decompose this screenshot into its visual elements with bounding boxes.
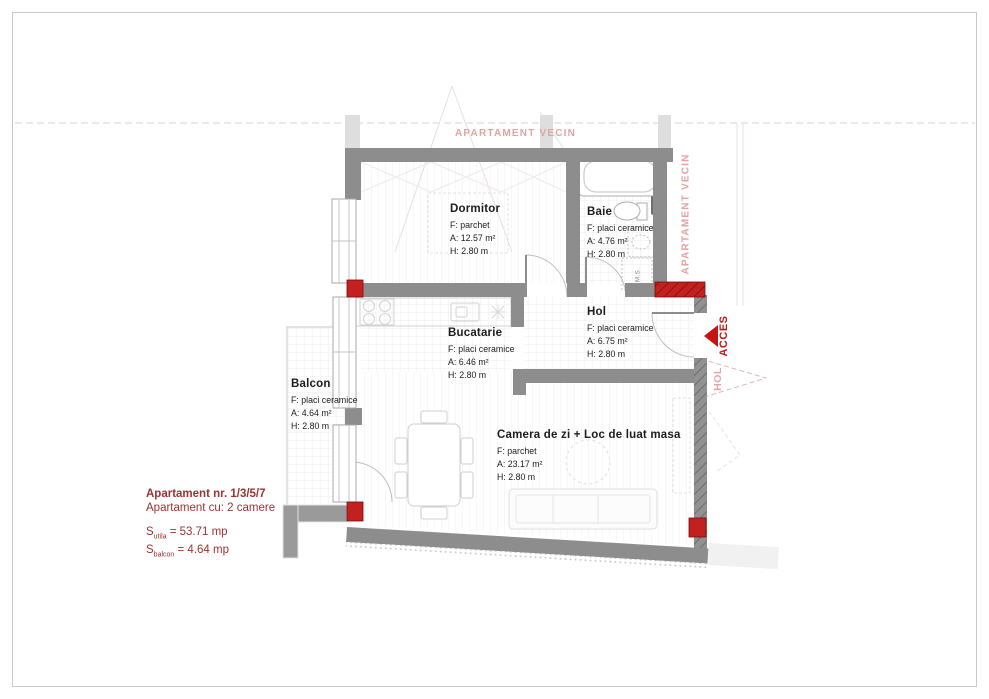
s-prefix: S [146, 543, 154, 556]
apartment-title: Apartament nr. 1/3/5/7 [146, 488, 266, 500]
room-label-bucatarie [448, 327, 514, 382]
wall-baie-right [653, 148, 667, 283]
room-height: H: 2.80 m [291, 421, 330, 431]
room-area: A: 12.57 m² [450, 233, 496, 243]
wall-entrance-stub [694, 295, 707, 313]
terrace-shadow [708, 543, 779, 569]
wall-hol-top-2 [625, 283, 655, 297]
room-area: A: 4.64 m² [291, 408, 332, 418]
surface-utila-line [146, 526, 275, 544]
room-floor: F: placi ceramice [291, 395, 358, 405]
room-name: Hol [587, 306, 607, 318]
room-name: Baie [587, 206, 613, 218]
room-area: A: 6.46 m² [448, 357, 489, 367]
wall-top [347, 148, 673, 162]
access-label: ACCES [718, 315, 730, 357]
room-height: H: 2.80 m [587, 349, 626, 359]
room-name: Dormitor [450, 203, 501, 215]
red-marker-right-wall [689, 518, 706, 537]
room-floor: F: parchet [450, 220, 490, 230]
room-name: Bucatarie [448, 327, 503, 339]
wall-dormitor-baie [566, 162, 580, 283]
surface-balcon-line [146, 544, 275, 562]
exterior-hall-label: HOL [712, 367, 724, 391]
wall-bucatarie-hol-stub [511, 297, 524, 327]
wall-hol-bottom-corner [513, 369, 526, 395]
s-subscript: balcon [153, 551, 175, 559]
neighbor-top-label: APARTAMENT VECIN [455, 128, 577, 139]
room-floor: F: parchet [497, 446, 537, 456]
red-marker-entrance-wall [655, 282, 705, 297]
room-floor: F: placi ceramice [587, 323, 654, 333]
neighbor-right-label: APARTAMENT VECIN [680, 153, 692, 275]
access-arrow-icon [704, 325, 718, 347]
red-marker-left-top [347, 280, 363, 297]
room-name: Camera de zi + Loc de luat masa [497, 429, 681, 441]
room-floor: F: placi ceramice [587, 223, 654, 233]
room-height: H: 2.80 m [450, 246, 489, 256]
apartment-subtitle: Apartament cu: 2 camere [146, 501, 276, 514]
room-height: H: 2.80 m [587, 249, 626, 259]
bathtub-icon [579, 157, 661, 196]
balcony-parapet-side [283, 505, 298, 558]
room-label-camera-de-zi [497, 429, 681, 484]
room-label-dormitor [450, 203, 500, 258]
wall-stub-above-3 [658, 115, 671, 149]
room-name: Balcon [291, 378, 331, 390]
light-symbol-icon [491, 305, 505, 319]
spacer [146, 515, 275, 526]
windows [332, 199, 356, 502]
room-area: A: 4.76 m² [587, 236, 628, 246]
room-floor: F: placi ceramice [448, 344, 515, 354]
room-height: H: 2.80 m [497, 472, 536, 482]
red-marker-balcon-door [347, 502, 363, 521]
wall-dormitor-bucatarie [361, 283, 526, 297]
room-area: A: 6.75 m² [587, 336, 628, 346]
s-value: = 4.64 mp [174, 543, 229, 556]
sofa [509, 489, 657, 529]
room-label-baie [587, 206, 653, 261]
room-height: H: 2.80 m [448, 370, 487, 380]
window-balcon-door [333, 425, 356, 502]
room-area: A: 23.17 m² [497, 459, 543, 469]
wall-left-top [345, 148, 361, 200]
room-label-hol [587, 306, 653, 361]
s-value: = 53.71 mp [166, 526, 228, 538]
room-label-balcon [291, 378, 357, 433]
wall-hol-top-1 [567, 283, 586, 297]
apartment-info-block [146, 488, 275, 562]
s-subscript: utila [153, 533, 167, 541]
wall-stub-above-1 [345, 115, 360, 149]
washing-machine-label: M.S. [634, 267, 642, 283]
wall-hol-bottom [513, 369, 707, 383]
s-prefix: S [146, 526, 154, 538]
